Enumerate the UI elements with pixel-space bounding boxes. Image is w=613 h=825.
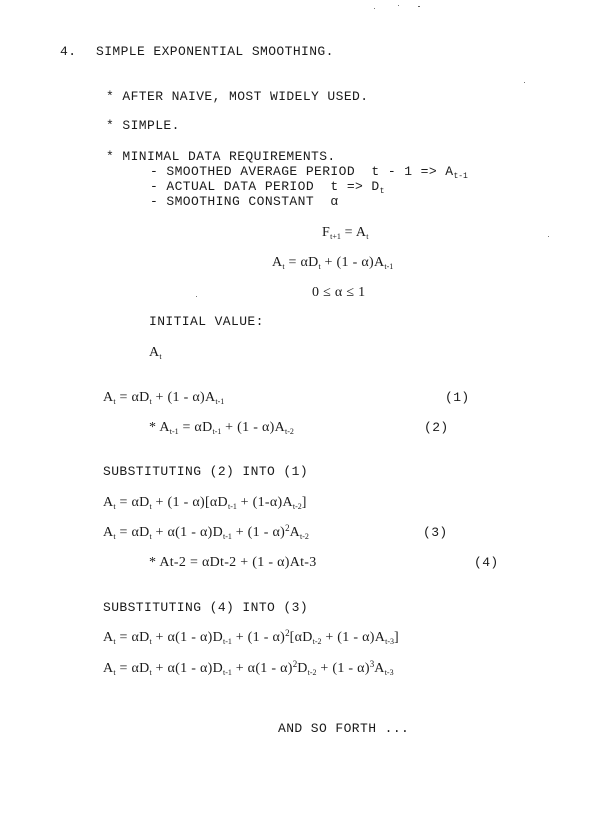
forecast-formula (322, 225, 369, 241)
formula-part: + (1 - α)A (221, 420, 286, 435)
scan-speck (398, 5, 399, 6)
expanded-equation-a (103, 495, 307, 511)
formula-part: A (103, 525, 114, 540)
subscript: t-1 (384, 262, 394, 271)
formula-part: + α(1 - α) (231, 661, 293, 676)
equation-3-number: (3) (423, 525, 448, 540)
formula-part: = αD (115, 495, 150, 510)
formula-part: + (1 - α)[αD (151, 495, 228, 510)
subscript: t (113, 532, 116, 541)
subscript: t (113, 502, 116, 511)
formula-part: A (289, 525, 301, 540)
requirement-smoothing-constant: - SMOOTHING CONSTANT α (150, 194, 339, 209)
formula-part: = αD (178, 420, 213, 435)
expanded-equation-c (103, 661, 394, 677)
requirement-actual-data (150, 179, 384, 195)
formula-part: A (374, 661, 385, 676)
formula-part: = αD (115, 390, 150, 405)
scan-speck (548, 236, 549, 237)
equation-4: * At-2 = αDt-2 + (1 - α)At-3 (149, 555, 317, 570)
subscript: t-2 (300, 532, 309, 541)
formula-part: = αD (284, 255, 319, 270)
closing-text: AND SO FORTH ... (278, 721, 410, 736)
subscript: t-1 (212, 427, 222, 436)
formula-part: [αD (289, 630, 313, 645)
subscript: t (149, 397, 152, 406)
bullet-minimal-data: * MINIMAL DATA REQUIREMENTS. (106, 149, 336, 164)
requirement-text: - SMOOTHED AVERAGE PERIOD t - 1 => A (150, 164, 454, 179)
subscript: t-3 (384, 668, 394, 677)
subscript: t-2 (292, 502, 302, 511)
formula-part: + (1 - α) (316, 661, 370, 676)
subscript: t-1 (223, 668, 232, 677)
formula-part: + α(1 - α)D (151, 630, 223, 645)
section-title: SIMPLE EXPONENTIAL SMOOTHING. (96, 44, 334, 59)
subscript: t (149, 637, 152, 646)
formula-part: ] (301, 495, 307, 510)
equation-4-number: (4) (474, 555, 499, 570)
bullet-simple: * SIMPLE. (106, 118, 180, 133)
requirement-smoothed-average (150, 164, 468, 180)
subscript: t+1 (330, 232, 341, 241)
formula-part: + α(1 - α)D (151, 525, 223, 540)
equation-1-number: (1) (445, 390, 470, 405)
formula-part: D (297, 661, 308, 676)
equation-1 (103, 390, 224, 406)
subscript: t (282, 262, 285, 271)
formula-part: + (1 - α)A (151, 390, 216, 405)
initial-value-label: INITIAL VALUE: (149, 314, 264, 329)
formula-part: + (1 - α)A (320, 255, 385, 270)
formula-part: A (149, 345, 160, 360)
subscript: t (149, 668, 152, 677)
subscript: t-2 (307, 668, 317, 677)
bullet-after-naive: * AFTER NAIVE, MOST WIDELY USED. (106, 89, 369, 104)
smoothing-formula (272, 255, 393, 271)
formula-part: A (103, 661, 114, 676)
subscript: t (113, 397, 116, 406)
scan-speck (524, 82, 525, 83)
superscript: 2 (292, 659, 298, 669)
formula-part: = αD (115, 525, 150, 540)
scan-speck (418, 6, 420, 7)
superscript: 2 (285, 628, 290, 638)
subscript: t-1 (169, 427, 179, 436)
substituting-2-into-1: SUBSTITUTING (2) INTO (1) (103, 464, 309, 479)
subscript: t-1 (227, 502, 237, 511)
alpha-bounds: 0 ≤ α ≤ 1 (312, 285, 366, 300)
scan-speck (196, 296, 197, 297)
equation-2-number: (2) (424, 420, 449, 435)
subscript: t (379, 187, 385, 196)
formula-part: = αD (115, 661, 150, 676)
formula-part: * A (149, 420, 170, 435)
formula-part: A (103, 630, 114, 645)
substituting-4-into-3: SUBSTITUTING (4) INTO (3) (103, 600, 309, 615)
subscript: t (366, 232, 369, 241)
formula-part: = A (340, 225, 367, 240)
subscript: t-2 (312, 637, 322, 646)
expanded-equation-b (103, 630, 399, 646)
subscript: t (159, 352, 162, 361)
subscript: t-1 (223, 637, 232, 646)
subscript: t-3 (385, 637, 395, 646)
formula-part: + (1-α)A (236, 495, 293, 510)
equation-2 (149, 420, 294, 436)
formula-part: F (322, 225, 331, 240)
formula-part: + (1 - α)A (321, 630, 386, 645)
subscript: t (113, 637, 116, 646)
subscript: t-2 (285, 427, 294, 436)
formula-part: A (272, 255, 283, 270)
formula-part: + (1 - α) (231, 630, 286, 645)
subscript: t (113, 668, 116, 677)
formula-part: ] (394, 630, 400, 645)
initial-value (149, 345, 162, 361)
section-number: 4. (60, 44, 77, 59)
subscript: t-1 (453, 172, 468, 181)
superscript: 2 (285, 523, 290, 533)
superscript: 3 (369, 659, 375, 669)
subscript: t (318, 262, 321, 271)
formula-part: = αD (115, 630, 150, 645)
formula-part: + α(1 - α)D (151, 661, 223, 676)
requirement-text: - ACTUAL DATA PERIOD t => D (150, 179, 380, 194)
subscript: t-1 (215, 397, 225, 406)
formula-part: + (1 - α) (231, 525, 286, 540)
subscript: t (149, 502, 152, 511)
subscript: t (149, 532, 152, 541)
formula-part: A (103, 390, 114, 405)
scan-speck (374, 8, 375, 9)
formula-part: A (103, 495, 114, 510)
subscript: t-1 (223, 532, 232, 541)
equation-3 (103, 525, 309, 541)
